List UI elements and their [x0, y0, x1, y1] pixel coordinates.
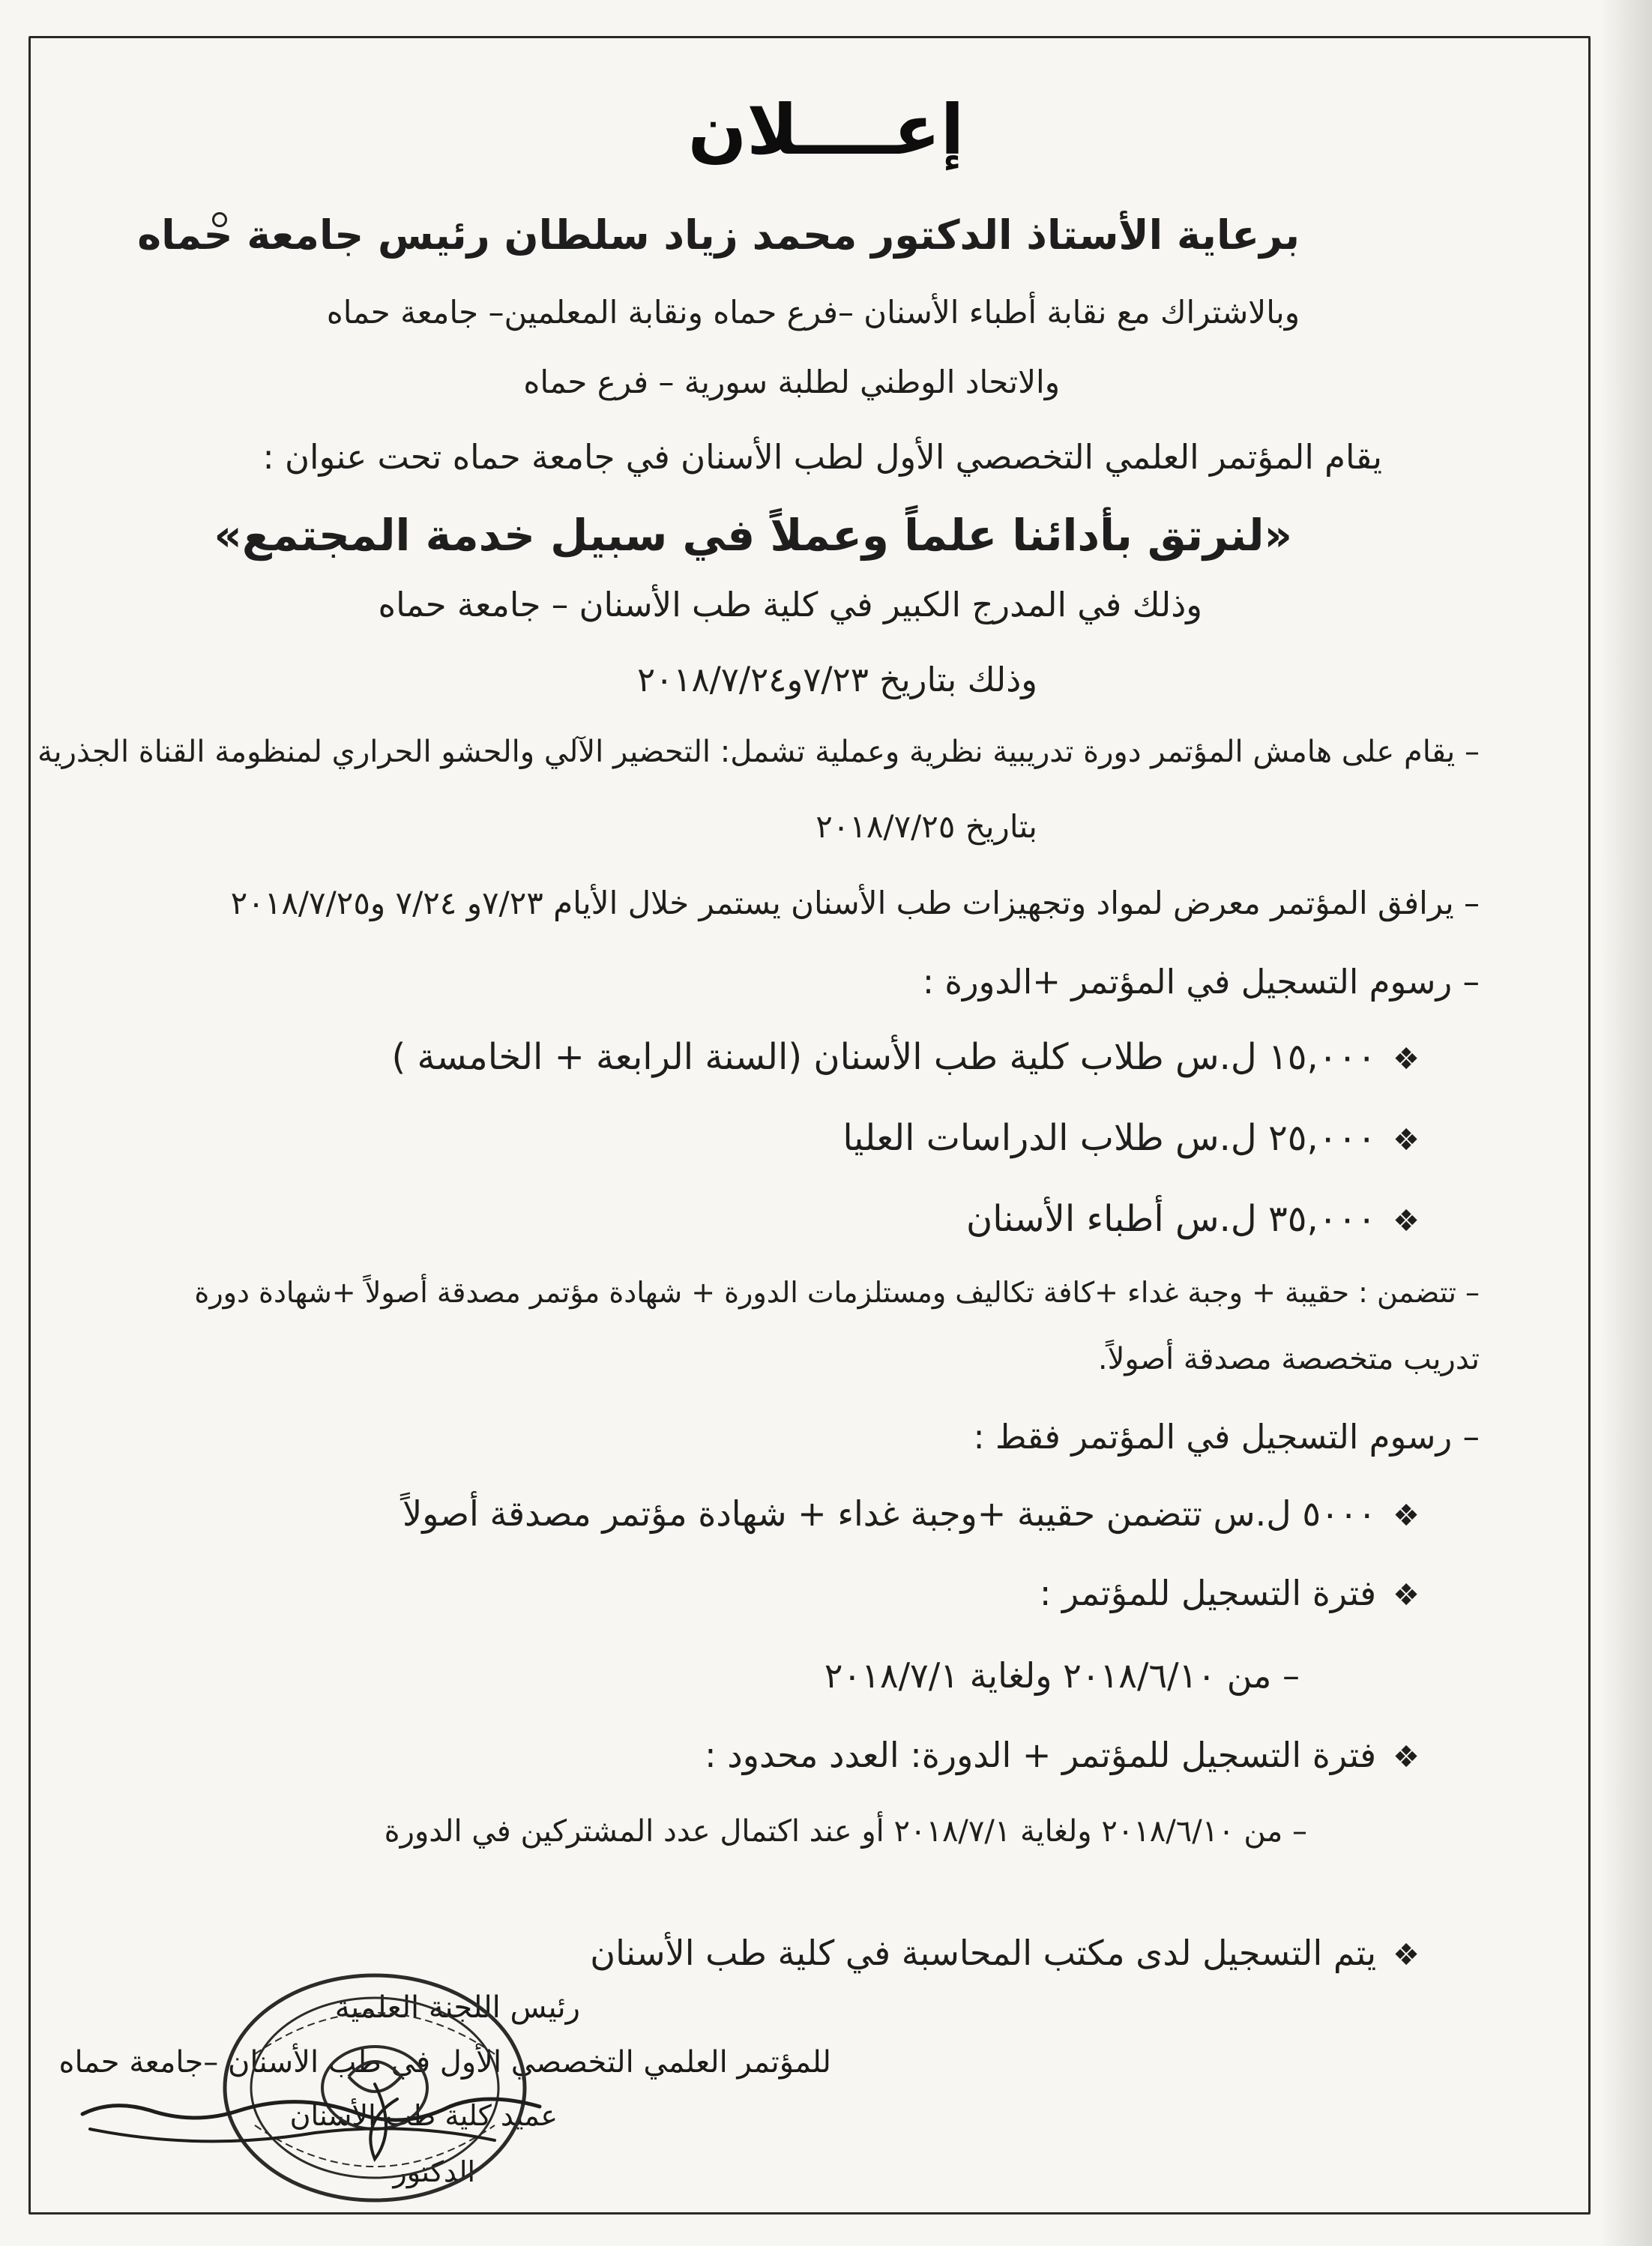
patron-line: برعاية الأستاذ الدكتور محمد زياد سلطان رئيس جامعة حماه: [137, 211, 1300, 259]
fee-text: ٣٥,٠٠٠ ل.س أطباء الأسنان: [965, 1198, 1377, 1240]
course-registration-period: – من ٢٠١٨/٦/١٠ ولغاية ٢٠١٨/٧/١ أو عند اكتمال عدد المشتركين في الدورة: [384, 1814, 1307, 1849]
includes-line-1: – تتضمن : حقيبة + وجبة غداء +كافة تكاليف ومستلزمات الدورة + شهادة مؤتمر مصدقة أصولاً +شهادة دورة: [194, 1276, 1480, 1309]
fee-item-postgrad: [842, 1117, 1420, 1159]
bullet-icon: ❖: [1393, 1578, 1420, 1613]
heading-text: فترة التسجيل للمؤتمر + الدورة: العدد محدود :: [705, 1735, 1377, 1775]
bullet-icon: ❖: [1393, 1499, 1420, 1533]
course-line-1: – يقام على هامش المؤتمر دورة تدريبية نظرية وعملية تشمل: التحضير الآلي والحشو الحراري لمنظومة القناة الجذرية: [37, 735, 1480, 769]
bullet-icon: ❖: [1393, 1042, 1420, 1077]
partners-line-1: وبالاشتراك مع نقابة أطباء الأسنان –فرع حماه ونقابة المعلمين– جامعة حماه: [326, 294, 1300, 331]
includes-line-2: تدريب متخصصة مصدقة أصولاً.: [1097, 1342, 1480, 1376]
bullet-icon: ❖: [1393, 1123, 1420, 1157]
bullet-icon: ❖: [1393, 1204, 1420, 1238]
fee-text: ١٥,٠٠٠ ل.س طلاب كلية طب الأسنان (السنة الرابعة + الخامسة ): [391, 1036, 1377, 1078]
registration-office: [590, 1933, 1420, 1973]
bullet-icon: ❖: [1393, 1740, 1420, 1774]
scan-edge-shadow: [1600, 0, 1652, 2246]
fee-item-dentists: [966, 1198, 1420, 1240]
conference-slogan: «لنرتق بأدائنا علماً وعملاً في سبيل خدمة المجتمع»: [214, 510, 1292, 561]
fee-text: ٥٠٠٠ ل.س تتضمن حقيبة +وجبة غداء + شهادة مؤتمر مصدقة أصولاً: [403, 1493, 1377, 1534]
exhibition-line: – يرافق المؤتمر معرض لمواد وتجهيزات طب الأسنان يستمر خلال الأيام ٧/٢٣و ٧/٢٤ و٢٠١٨/٧/٢٥: [230, 885, 1480, 921]
signature-title-2: للمؤتمر العلمي التخصصي الأول في طب الأسنان –جامعة حماه: [58, 2045, 831, 2080]
partners-line-2: والاتحاد الوطني لطلبة سورية – فرع حماه: [523, 364, 1060, 400]
fee-text: ٢٥,٠٠٠ ل.س طلاب الدراسات العليا: [842, 1117, 1377, 1159]
conference-only-fee: [403, 1493, 1420, 1534]
fees-heading: – رسوم التسجيل في المؤتمر +الدورة :: [922, 962, 1480, 1002]
course-registration-heading: [705, 1735, 1420, 1775]
degree-mark: [212, 212, 227, 227]
announcement-title: إعــــلان: [687, 90, 965, 170]
dates-line: وذلك بتاريخ ٧/٢٣و٢٠١٨/٧/٢٤: [636, 660, 1037, 699]
registration-period: – من ٢٠١٨/٦/١٠ ولغاية ٢٠١٨/٧/١: [824, 1655, 1300, 1696]
office-text: يتم التسجيل لدى مكتب المحاسبة في كلية طب الأسنان: [590, 1933, 1377, 1973]
signature-title-4: الدكتور: [393, 2155, 475, 2188]
handwritten-signature: [75, 2069, 555, 2174]
course-line-2: بتاريخ ٢٠١٨/٧/٢٥: [816, 808, 1037, 845]
intro-line: يقام المؤتمر العلمي التخصصي الأول لطب الأسنان في جامعة حماه تحت عنوان :: [262, 437, 1382, 477]
registration-period-heading: [1040, 1573, 1420, 1613]
signature-title-3: عميد كلية طب الأسنان: [289, 2099, 558, 2132]
conference-only-heading: – رسوم التسجيل في المؤتمر فقط :: [973, 1417, 1480, 1457]
venue-line: وذلك في المدرج الكبير في كلية طب الأسنان – جامعة حماه: [378, 585, 1202, 624]
heading-text: فترة التسجيل للمؤتمر :: [1039, 1573, 1377, 1613]
fee-item-students: [392, 1036, 1420, 1078]
signature-title-1: رئيس اللجنة العلمية: [334, 1990, 580, 2025]
bullet-icon: ❖: [1393, 1938, 1420, 1972]
